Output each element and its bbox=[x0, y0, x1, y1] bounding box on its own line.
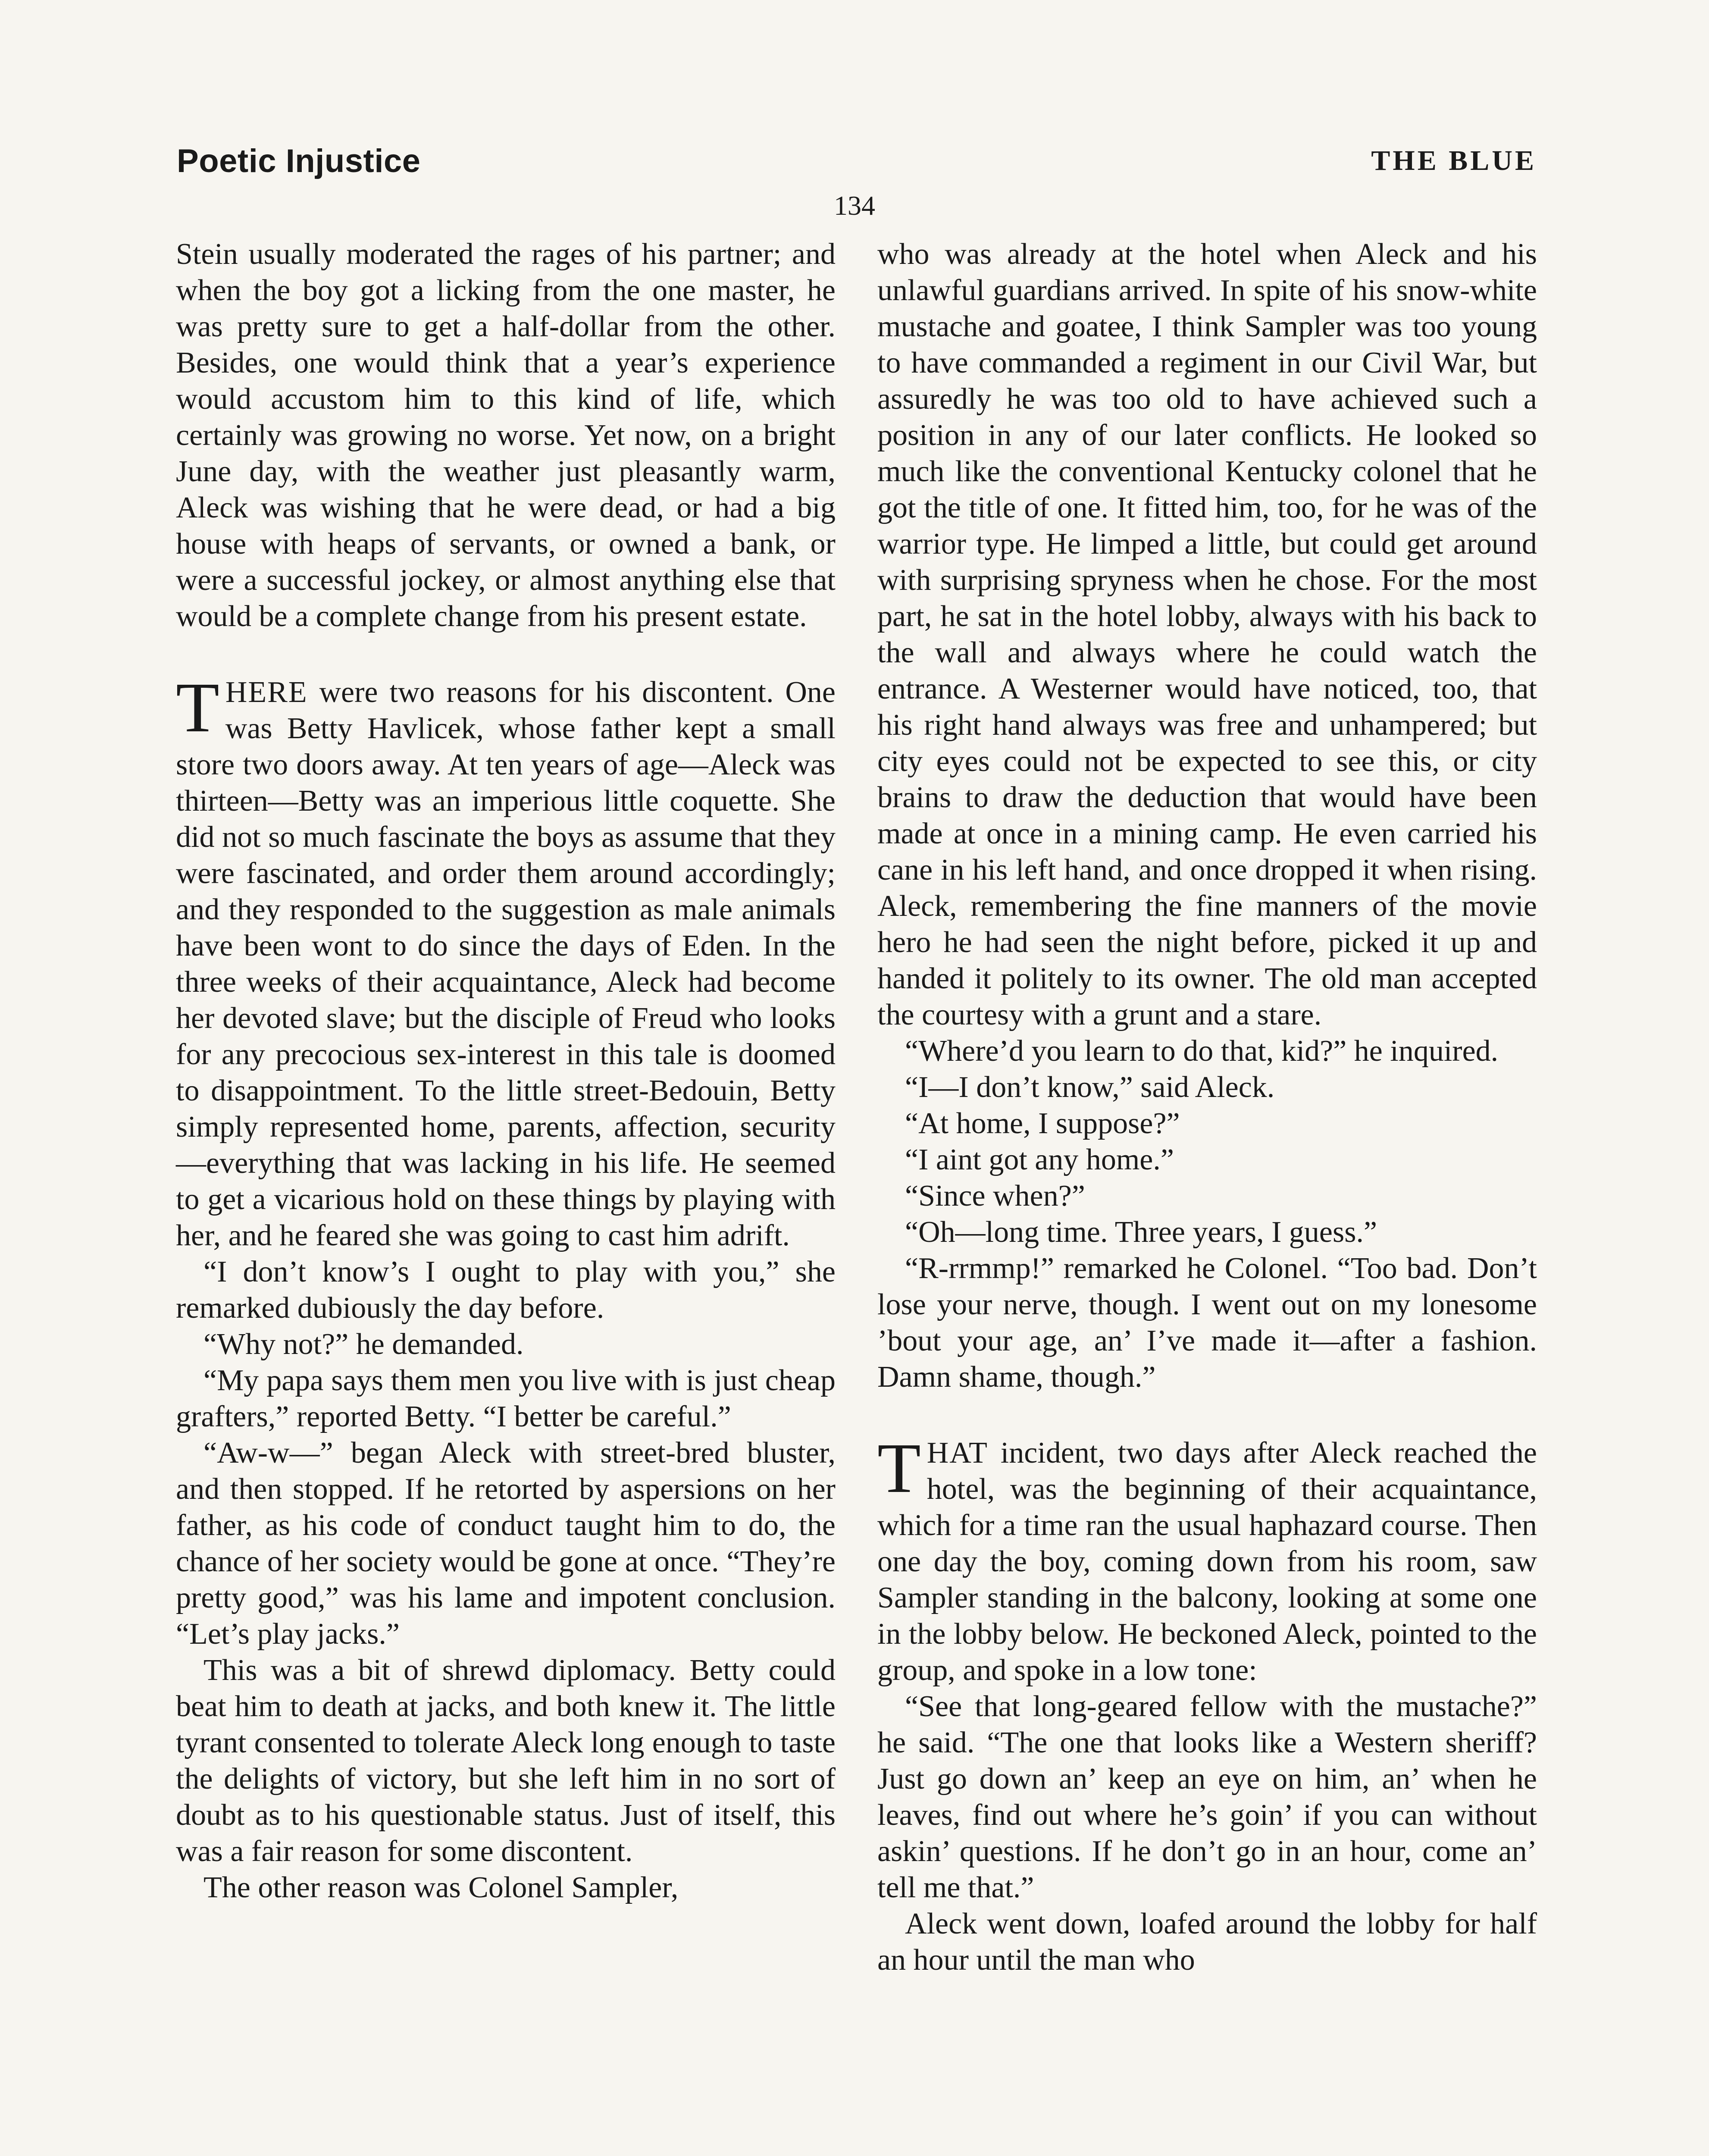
paragraph: “See that long-geared fellow with the mustache?” he said. “The one that looks like a Western sheriff? Just go down an’ keep an eye on him, an’ when he leaves, find out where he’s goin’ if you can without askin’ questions. If he don’t go in an hour, come an’ tell me that.” bbox=[877, 1690, 1537, 1904]
paragraph: The other reason was Colonel Sampler, bbox=[203, 1871, 679, 1904]
drop-cap: T bbox=[877, 1429, 921, 1507]
paragraph: “Since when?” bbox=[905, 1179, 1085, 1213]
section-opening-paragraph bbox=[877, 1429, 1537, 1689]
cap-word: HAT bbox=[926, 1436, 988, 1470]
drop-cap: T bbox=[176, 668, 219, 747]
paragraph: “Oh—long time. Three years, I guess.” bbox=[905, 1216, 1377, 1249]
cap-word: HERE bbox=[225, 676, 308, 709]
page-number: 134 bbox=[834, 190, 875, 221]
section-break bbox=[877, 1395, 1537, 1435]
left-column bbox=[176, 236, 836, 1906]
paragraph: “At home, I suppose?” bbox=[905, 1107, 1180, 1140]
page-header bbox=[177, 142, 1537, 194]
paragraph-text: incident, two days after Aleck reached the hotel, was the beginning of their acquaintance, which for a time ran the usual haphazard course. Then one day the boy, coming down from his room, saw Sampler standing in the balcony, looking at some one in the lobby below. He beckoned Aleck, pointed to the group, and spoke in a low tone: bbox=[877, 1436, 1537, 1687]
paragraph: This was a bit of shrewd diplomacy. Betty could beat him to death at jacks, and both knew it. The little tyrant consented to tolerate Aleck long enough to taste the delights of victory, but she left him in no sort of doubt as to his questionable status. Just of itself, this was a fair reason for some discontent. bbox=[176, 1654, 836, 1868]
paragraph-text: were two reasons for his discontent. One was Betty Havlicek, whose father kept a small store two doors away. At ten years of age—Aleck was thirteen—Betty was an imperious little coquette. She did not so much fascinate the boys as assume that they were fascinated, and order them around accordingly; and they responded to the suggestion as male animals have been wont to do since the days of Eden. In the three weeks of their acquaintance, Aleck had become her devoted slave; but the disciple of Freud who looks for any precocious sex-interest in this tale is doomed to disappointment. To the little street-Bedouin, Betty simply represented home, parents, affection, security—everything that was lacking in his life. He seemed to get a vicarious hold on these things by playing with her, and he feared she was going to cast him adrift. bbox=[176, 676, 836, 1252]
paragraph: “I—I don’t know,” said Aleck. bbox=[905, 1071, 1275, 1104]
section-break bbox=[176, 635, 836, 674]
paragraph: “Where’d you learn to do that, kid?” he inquired. bbox=[905, 1034, 1499, 1068]
right-column bbox=[877, 236, 1537, 1978]
paragraph: who was already at the hotel when Aleck and his unlawful guardians arrived. In spite of his snow-white mustache and goatee, I think Sampler was too young to have commanded a regiment in our Civil War, but assuredly he was too old to have achieved such a position in any of our later conflicts. He looked so much like the conventional Kentucky colonel that he got the title of one. It fitted him, too, for he was of the warrior type. He limped a little, but could get around with surprising spryness when he chose. For the most part, he sat in the hotel lobby, always with his back to the wall and always where he could watch the entrance. A Westerner would have noticed, too, that his right hand always was free and unhampered; but city eyes could not be expected to see this, or city brains to draw the deduction that would have been made at once in a mining camp. He even carried his cane in his left hand, and once dropped it when rising. Aleck, remembering the fine manners of the movie hero he had seen the night before, picked it up and handed it politely to its owner. The old man accepted the courtesy with a grunt and a stare. bbox=[877, 238, 1537, 1031]
paragraph: “I aint got any home.” bbox=[905, 1143, 1174, 1176]
paragraph: “Aw-w—” began Aleck with street-bred bluster, and then stopped. If he retorted by aspersions on her father, as his code of conduct taught him to do, the chance of her society would be gone at once. “They’re pretty good,” was his lame and impotent conclusion. “Let’s play jacks.” bbox=[176, 1436, 836, 1651]
section-opening-paragraph bbox=[176, 668, 836, 1254]
paragraph: “My papa says them men you live with is just cheap grafters,” reported Betty. “I better be careful.” bbox=[176, 1364, 836, 1433]
story-title: Poetic Injustice bbox=[177, 143, 421, 179]
paragraph: Aleck went down, loafed around the lobby for half an hour until the man who bbox=[877, 1907, 1537, 1977]
paragraph: Stein usually moderated the rages of his partner; and when the boy got a licking from the one master, he was pretty sure to get a half-dollar from the other. Besides, one would think that a year’s experience would accustom him to this kind of life, which certainly was growing no worse. Yet now, on a bright June day, with the weather just pleasantly warm, Aleck was wishing that he were dead, or had a big house with heaps of servants, or owned a bank, or were a successful jockey, or almost anything else that would be a complete change from his present estate. bbox=[176, 238, 836, 633]
paragraph: “I don’t know’s I ought to play with you,” she remarked dubiously the day before. bbox=[176, 1255, 836, 1325]
paragraph: “R-rrmmp!” remarked he Colonel. “Too bad. Don’t lose your nerve, though. I went out on my lonesome ’bout your age, an’ I’ve made it—after a fashion. Damn shame, though.” bbox=[877, 1252, 1537, 1394]
magazine-name: THE BLUE bbox=[1371, 145, 1537, 176]
paragraph: “Why not?” he demanded. bbox=[203, 1328, 524, 1361]
